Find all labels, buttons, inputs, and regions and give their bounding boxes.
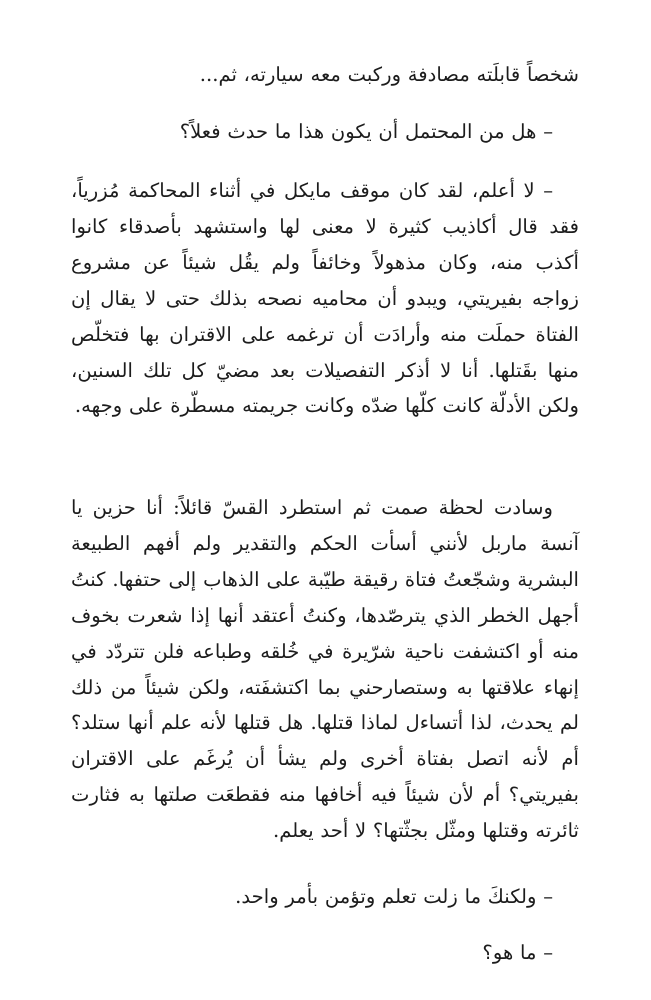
paragraph-response: – لا أعلم، لقد كان موقف مايكل في أثناء المحاكمة مُزرياً، فقد قال أكاذيب كثيرة لا معنى لها واستشهد بأصدقاء كانوا أكذب منه، وكان مذهولاً وخائفاً ولم يقُل شيئاً عن مشروع زواجه بفيريتي، ويبدو أن محاميه نصحه بذلك حتى لا يقال إن الفتاة حملَت منه وأرادَت أن ترغمه على الاقتران بها فتخلّص منها بقَتلها. أنا لا أذكر التفصيلات بعد مضيّ كل تلك السنين، ولكن الأدلّة كانت كلّها ضدّه وكانت جريمته مسطّرة على وجهه. [71, 179, 579, 418]
paragraph-narration: وسادت لحظة صمت ثم استطرد القسّ قائلاً: أنا حزين يا آنسة ماربل لأنني أسأت الحكم والتقدير ولم أفهم الطبيعة البشرية وشجّعتُ فتاة رقيقة طيّبة على الذهاب إلى حتفها. كنتُ أجهل الخطر الذي يترصّدها، وكنتُ أعتقد أنها إذا شعرت بخوف منه أو اكتشفت ناحية شرّيرة في خُلقه وطباعه فلن تتردّد في إنهاء علاقتها به وستصارحني بما اكتشفَته، ولكن شيئاً من ذلك لم يحدث، لذا أتساءل لماذا قتلها. هل قتلها لأنه علم أنها ستلد؟ أم لأنه اتصل بفتاة أخرى ولم يشأ أن يُرغَم على الاقتران بفيريتي؟ أم لأن شيئاً فيه أخافها منه فقطعَت صلتها به فثارت ثائرته وقتلها ومثّل بجثّتها؟ لا أحد يعلم. [71, 496, 579, 843]
dialogue-short-question: – ما هو؟ [482, 941, 553, 964]
dialogue-question: – هل من المحتمل أن يكون هذا ما حدث فعلاً؟ [179, 120, 553, 143]
paragraph-continuation: شخصاً قابلَته مصادفة وركبت معه سيارته، ثم... [199, 63, 579, 86]
dialogue-statement: – ولكنكَ ما زلت تعلم وتؤمن بأمر واحد. [235, 885, 553, 908]
